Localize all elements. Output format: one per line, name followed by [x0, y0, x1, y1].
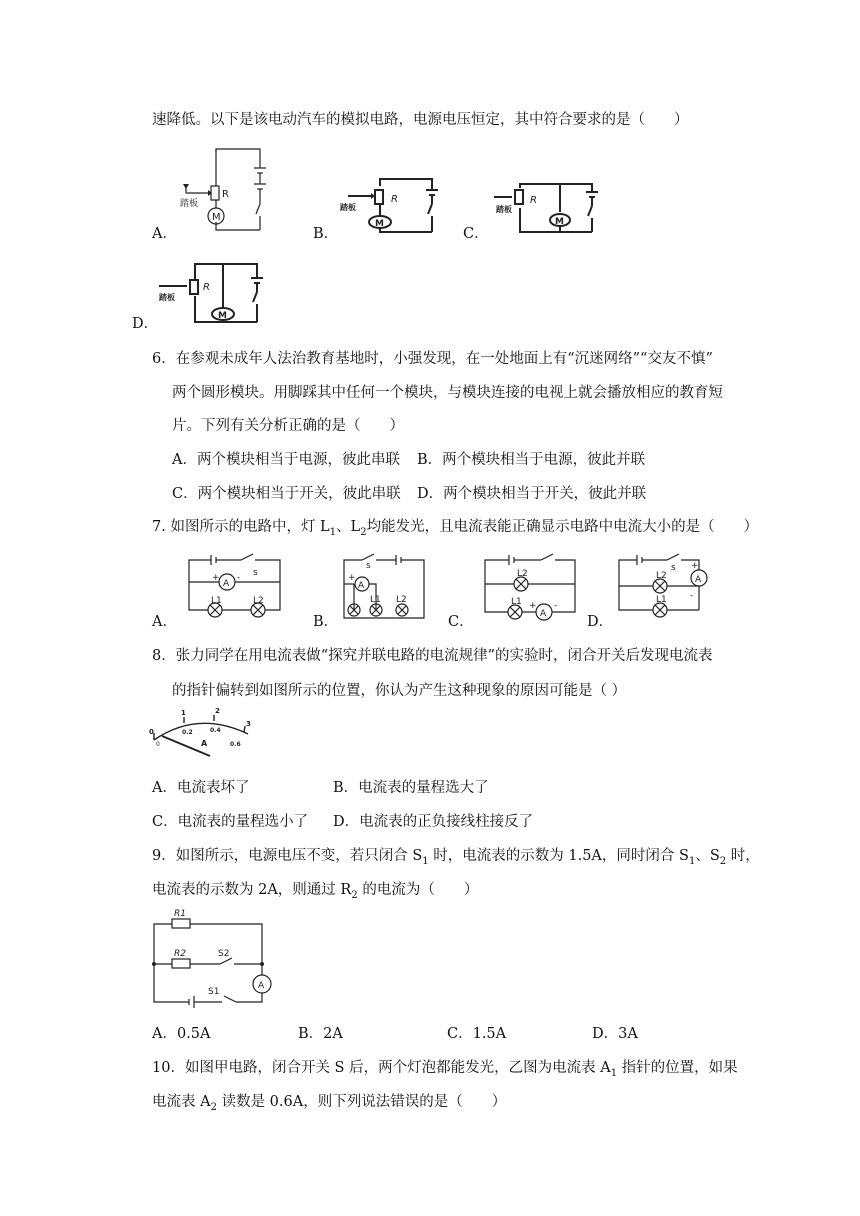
q5-option-b-label[interactable]: B． [313, 226, 339, 242]
q5-option-d-label[interactable]: D． [132, 316, 159, 332]
svg-text:L1: L1 [656, 595, 667, 605]
q7-circuit-c [481, 548, 581, 626]
svg-text:A: A [695, 575, 702, 585]
svg-text:踏板: 踏板 [159, 293, 175, 302]
svg-text:-: - [690, 591, 694, 601]
svg-text:A: A [540, 609, 547, 619]
q7-circuit-b [340, 548, 430, 628]
svg-text:L2: L2 [253, 596, 264, 606]
q5-circuit-d [155, 258, 267, 328]
svg-text:R: R [530, 195, 537, 206]
q6-line-2: 两个圆形模块。用脚踩其中任何一个模块，与模块连接的电视上就会播放相应的教育短 [172, 385, 723, 401]
q5-text: 速降低。以下是该电动汽车的模拟电路，电源电压恒定，其中符合要求的是（ ） [152, 112, 689, 128]
svg-text:踏板: 踏板 [496, 205, 512, 214]
svg-text:A: A [258, 981, 265, 991]
svg-text:0: 0 [156, 741, 160, 748]
svg-text:R1: R1 [174, 909, 186, 919]
svg-text:1: 1 [181, 709, 186, 717]
q7-option-c-label[interactable]: C． [448, 614, 474, 630]
svg-text:L1: L1 [511, 597, 522, 607]
svg-text:L2: L2 [517, 569, 528, 579]
q7-option-d-label[interactable]: D． [587, 614, 614, 630]
svg-text:M: M [375, 219, 384, 229]
q7-circuit-d [615, 546, 715, 626]
svg-text:R: R [222, 189, 229, 200]
q6-option-b[interactable]: B．两个模块相当于电源，彼此并联 [417, 452, 646, 468]
svg-text:踏板: 踏板 [180, 199, 199, 209]
svg-text:+: + [529, 601, 537, 611]
q7-option-a-label[interactable]: A． [152, 614, 177, 630]
q7-option-b-label[interactable]: B． [313, 614, 339, 630]
svg-text:0: 0 [149, 728, 154, 736]
q8-option-c[interactable]: C．电流表的量程选小了 [152, 814, 309, 830]
q8-option-d[interactable]: D．电流表的正负接线柱接反了 [333, 814, 534, 830]
q6-option-d[interactable]: D．两个模块相当于开关，彼此并联 [417, 486, 647, 502]
svg-text:L1: L1 [370, 595, 381, 605]
svg-text:S2: S2 [218, 949, 230, 959]
q10-line-2: 电流表 $A_2$ 读数是 0.6A，则下列说法错误的是（ ） [152, 1094, 507, 1113]
svg-text:踏板: 踏板 [340, 203, 356, 212]
svg-text:S1: S1 [208, 987, 220, 997]
q8-ammeter-dial [148, 704, 258, 764]
svg-text:0.4: 0.4 [210, 727, 221, 734]
svg-text:s: s [253, 568, 258, 578]
q5-circuit-c [490, 170, 600, 238]
q6-line-1: 6．在参观未成年人法治教育基地时，小强发现，在一处地面上有“沉迷网络”“交友不慎” [152, 351, 713, 367]
q9-option-d[interactable]: D．3A [592, 1026, 638, 1042]
q9-line-1: 9．如图所示，电源电压不变，若只闭合 $S_1$ 时，电流表的示数为 1.5A，同时闭合 $S_1$、$S_2$ 时， [152, 848, 760, 867]
q5-option-a-label[interactable]: A． [152, 226, 177, 242]
svg-text:+: + [691, 561, 699, 571]
q8-line-1: 8．张力同学在用电流表做“探究并联电路的电流规律”的实验时，闭合开关后发现电流表 [152, 648, 713, 664]
svg-text:L2: L2 [656, 571, 667, 581]
svg-text:0.6: 0.6 [230, 741, 241, 748]
q7-circuit-a [183, 550, 288, 625]
svg-text:+: + [212, 573, 220, 583]
q9-option-a[interactable]: A．0.5A [152, 1026, 211, 1042]
q7-text: 7. 如图所示的电路中，灯 $L_1$、$L_2$均能发光，且电流表能正确显示电路中电流大小的是（ ） [152, 519, 759, 538]
svg-text:M: M [212, 212, 221, 223]
q6-option-c[interactable]: C．两个模块相当于开关，彼此串联 [172, 486, 401, 502]
q5-circuit-b [338, 176, 438, 238]
q9-circuit [150, 906, 275, 1010]
svg-text:A: A [223, 579, 230, 589]
q5-option-c-label[interactable]: C． [463, 226, 489, 242]
svg-text:M: M [218, 311, 227, 321]
q8-option-b[interactable]: B．电流表的量程选大了 [333, 780, 489, 796]
svg-text:0.2: 0.2 [182, 729, 193, 736]
q5-circuit-a [178, 146, 268, 236]
svg-text:3: 3 [246, 720, 251, 728]
svg-text:-: - [237, 573, 241, 583]
svg-text:s: s [671, 563, 676, 573]
svg-text:R: R [203, 282, 210, 293]
q6-option-a[interactable]: A．两个模块相当于电源，彼此串联 [172, 452, 400, 468]
svg-text:R: R [391, 194, 398, 205]
svg-text:L1: L1 [211, 596, 222, 606]
svg-text:2: 2 [215, 707, 220, 715]
svg-text:R2: R2 [174, 949, 186, 959]
svg-text:-: - [554, 601, 558, 611]
svg-text:s: s [366, 561, 371, 571]
svg-text:A: A [358, 581, 365, 591]
q9-line-2: 电流表的示数为 2A，则通过 $R_2$ 的电流为（ ） [152, 882, 479, 901]
svg-text:+: + [348, 573, 356, 583]
svg-text:A: A [201, 739, 208, 748]
q6-line-3: 片。下列有关分析正确的是（ ） [172, 418, 404, 434]
q9-option-c[interactable]: C．1.5A [447, 1026, 507, 1042]
svg-text:M: M [555, 217, 564, 227]
q8-option-a[interactable]: A．电流表坏了 [152, 780, 250, 796]
svg-text:L2: L2 [396, 595, 407, 605]
q9-option-b[interactable]: B．2A [298, 1026, 343, 1042]
q10-line-1: 10．如图甲电路，闭合开关 S 后，两个灯泡都能发光，乙图为电流表 $A_1$ 指针的位置，如果 [152, 1060, 738, 1079]
q8-line-2: 的指针偏转到如图所示的位置，你认为产生这种现象的原因可能是（ ） [172, 683, 627, 699]
